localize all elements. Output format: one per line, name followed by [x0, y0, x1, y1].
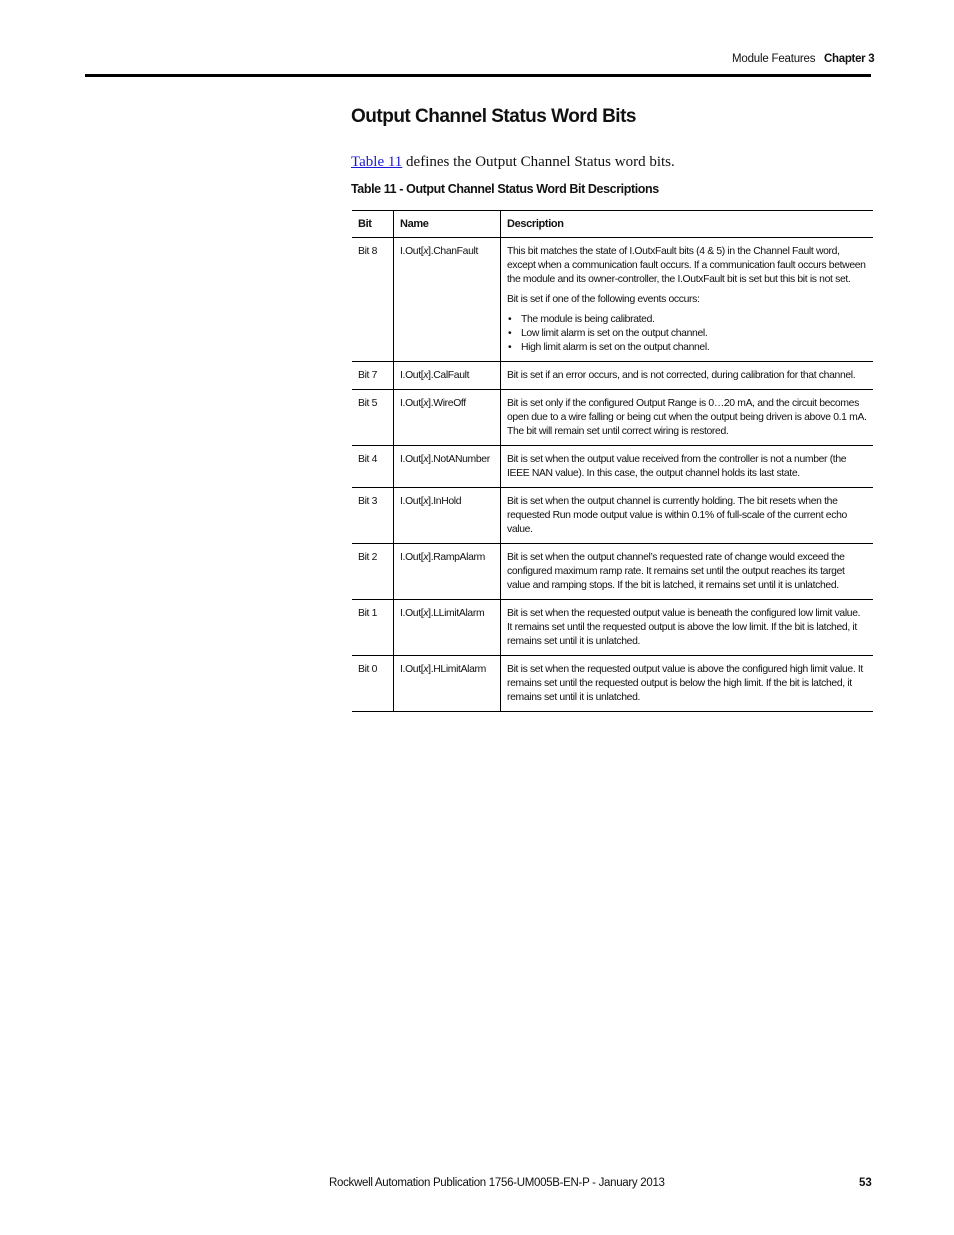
name-cell [394, 488, 501, 544]
name-variable: x [423, 454, 429, 465]
name-prefix: I.Out[ [400, 496, 424, 507]
column-header-name: Name [394, 211, 501, 238]
bit-cell: Bit 8 [352, 238, 394, 362]
name-cell [394, 238, 501, 362]
table-row [352, 544, 873, 600]
table-row [352, 390, 873, 446]
description-text: Bit is set when the output value received from the controller is not a number (the IEEE NAN value). In this case, the output channel holds its last state. [507, 454, 847, 479]
page-number: 53 [859, 1177, 872, 1189]
name-suffix: ].CalFault [428, 370, 470, 381]
header-chapter-label: Chapter 3 [824, 53, 875, 65]
name-suffix: ].WireOff [428, 398, 466, 409]
name-prefix: I.Out[ [400, 552, 424, 563]
intro-paragraph [351, 154, 675, 171]
name-cell [394, 446, 501, 488]
description-cell [501, 446, 874, 488]
header-rule [85, 74, 871, 77]
bit-cell: Bit 2 [352, 544, 394, 600]
bit-cell: Bit 5 [352, 390, 394, 446]
name-suffix: ].RampAlarm [428, 552, 485, 563]
header-section-label: Module Features [732, 53, 816, 65]
name-cell [394, 544, 501, 600]
name-prefix: I.Out[ [400, 370, 424, 381]
column-header-bit: Bit [352, 211, 394, 238]
name-prefix: I.Out[ [400, 454, 424, 465]
name-variable: x [423, 370, 429, 381]
name-suffix: ].NotANumber [428, 454, 490, 465]
bit-cell: Bit 4 [352, 446, 394, 488]
description-text: Bit is set when the output channel is currently holding. The bit resets when the requested Run mode output value is within 0.1% of full-scale of the current echo value. [507, 496, 847, 535]
description-cell [501, 544, 874, 600]
table-row [352, 656, 873, 712]
name-cell [394, 390, 501, 446]
name-variable: x [423, 246, 429, 257]
description-text: This bit matches the state of I.OutxFault bits (4 & 5) in the Channel Fault word, except when a communication fault occurs. If a communication fault occurs between the module and its owner-controller, the I.OutxFault bit is set but this bit is not set. [507, 246, 866, 285]
page-title: Output Channel Status Word Bits [351, 106, 636, 127]
table-reference-link[interactable]: Table 11 [351, 154, 403, 170]
name-variable: x [423, 496, 429, 507]
description-cell [501, 488, 874, 544]
event-list [507, 313, 867, 355]
event-list-item: • High limit alarm is set on the output channel. [507, 341, 867, 355]
name-cell [394, 656, 501, 712]
description-cell [501, 656, 874, 712]
name-prefix: I.Out[ [400, 608, 424, 619]
name-suffix: ].HLimitAlarm [428, 664, 486, 675]
intro-text: defines the Output Channel Status word bits. [402, 154, 675, 170]
name-suffix: ].ChanFault [428, 246, 479, 257]
name-variable: x [423, 552, 429, 563]
name-cell [394, 362, 501, 390]
table-row [352, 362, 873, 390]
table-row [352, 238, 873, 362]
bit-cell: Bit 7 [352, 362, 394, 390]
description-cell [501, 390, 874, 446]
name-suffix: ].LLimitAlarm [428, 608, 485, 619]
name-variable: x [423, 608, 429, 619]
event-list-item: • The module is being calibrated. [507, 313, 867, 327]
table-header-row [352, 211, 873, 238]
name-prefix: I.Out[ [400, 398, 424, 409]
name-variable: x [423, 398, 429, 409]
description-text: Bit is set when the output channel’s requested rate of change would exceed the configured maximum ramp rate. It remains set until the output reaches its target value and ramping stops. If the bit is latched, it remains set until it is unlatched. [507, 552, 845, 591]
name-cell [394, 600, 501, 656]
bit-cell: Bit 3 [352, 488, 394, 544]
name-variable: x [423, 664, 429, 675]
table-row [352, 488, 873, 544]
table-caption: Table 11 - Output Channel Status Word Bit Descriptions [351, 182, 659, 196]
table-row [352, 446, 873, 488]
event-list-item: • Low limit alarm is set on the output channel. [507, 327, 867, 341]
name-suffix: ].InHold [428, 496, 462, 507]
table-row [352, 600, 873, 656]
column-header-description: Description [501, 211, 874, 238]
status-bits-table [352, 210, 873, 712]
description-cell [501, 362, 874, 390]
description-cell [501, 600, 874, 656]
footer-publication: Rockwell Automation Publication 1756-UM005B-EN-P - January 2013 [329, 1177, 665, 1189]
bit-cell: Bit 0 [352, 656, 394, 712]
description-cell [501, 238, 874, 362]
description-text: Bit is set if one of the following events occurs: [507, 294, 700, 305]
bit-cell: Bit 1 [352, 600, 394, 656]
name-prefix: I.Out[ [400, 246, 424, 257]
description-text: Bit is set only if the configured Output Range is 0…20 mA, and the circuit becomes open due to a wire falling or being cut when the output being driven is above 0.1 mA. The bit will remain set until correct wiring is restored. [507, 398, 867, 437]
name-prefix: I.Out[ [400, 664, 424, 675]
description-text: Bit is set when the requested output value is beneath the configured low limit value. It remains set until the requested output is above the low limit. If the bit is latched, it remains set until it is unlatched. [507, 608, 861, 647]
description-text: Bit is set when the requested output value is above the configured high limit value. It remains set until the requested output is below the high limit. If the bit is latched, it remains set until it is unlatched. [507, 664, 863, 703]
description-text: Bit is set if an error occurs, and is not corrected, during calibration for that channel. [507, 370, 856, 381]
